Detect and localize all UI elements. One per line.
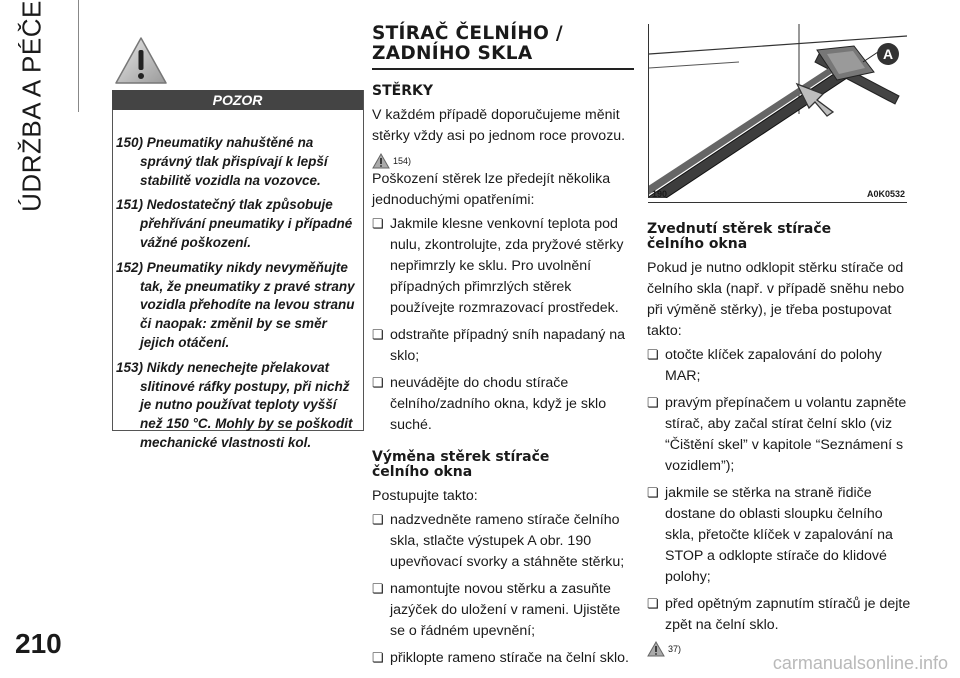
- chapter-side-title: [8, 0, 56, 212]
- chapter-title-text: ÚDRŽBA A PÉČE: [16, 0, 47, 212]
- wiper-figure: [648, 24, 907, 198]
- lift-heading: [647, 222, 915, 252]
- lift-heading-line2: čelního okna: [647, 236, 748, 252]
- watermark: carmanualsonline.info: [772, 653, 948, 673]
- page-number: 210: [15, 628, 62, 659]
- lift-list-item: ❏ pravým přepínačem u volantu zapněte stírač, aby začal stírat čelní sklo (viz “Čištění skel” v kapitole “Seznámení s vozidlem”);: [647, 392, 915, 477]
- lift-list: [647, 344, 915, 636]
- warning-item: 153) Nikdy nenechejte přelakovat slitinové ráfky postupy, při nichž je nutno používat teploty vyšší než 150 °C. Mohly by se poškodit mechanické vlastnosti kol.: [116, 359, 353, 450]
- wiper-illustration: [649, 24, 907, 198]
- lift-heading-line1: Zvednutí stěrek stírače: [647, 221, 832, 237]
- lift-ref-number: 37): [668, 644, 682, 654]
- figure-label-a: A: [877, 43, 899, 65]
- lift-list-item: ❏ jakmile se stěrka na straně řidiče dostane do oblasti sloupku čelního skla, přetočte klíček v zapalování na STOP a odklopte stírače do klidové polohy;: [647, 482, 915, 588]
- side-divider: [78, 0, 79, 112]
- replace-list-item: ❏ nadzvedněte rameno stírače čelního skla, stlačte výstupek A obr. 190 upevňovací svorky a stáhněte stěrku;: [372, 509, 634, 573]
- blades-damage-intro: Poškození stěrek lze předejít několika jednoduchými opatřeními:: [372, 171, 611, 208]
- lift-list-item: ❏ otočte klíček zapalování do polohy MAR;: [647, 344, 915, 387]
- warning-item: 152) Pneumatiky nikdy nevyměňujte tak, že pneumatiky z pravé strany vozidla přehodíte na levou stranu či naopak: změnil by se směr jejich otáčení.: [116, 259, 355, 350]
- replace-heading-line2: čelního okna: [372, 464, 473, 480]
- replace-list-item: ❏ přiklopte rameno stírače na čelní sklo.: [372, 647, 634, 669]
- blades-intro: V každém případě doporučujeme měnit stěrky vždy asi po jednom roce provozu.: [372, 107, 626, 144]
- middle-column: [372, 24, 634, 674]
- title-rule: [372, 68, 634, 70]
- warning-small-icon: [647, 641, 665, 657]
- main-title-line2: ZADNÍHO SKLA: [372, 43, 533, 64]
- warning-small-icon: [372, 153, 390, 169]
- figure-number: 190: [652, 189, 668, 199]
- replace-intro: Postupujte takto:: [372, 488, 478, 504]
- replace-list: [372, 509, 634, 669]
- blades-warning-ref: [372, 153, 634, 169]
- blades-list: [372, 213, 634, 436]
- warning-triangle-icon: [114, 36, 168, 86]
- main-title: [372, 24, 634, 64]
- figure-caption: [648, 189, 907, 203]
- blades-list-item: ❏ Jakmile klesne venkovní teplota pod nulu, zkontrolujte, zda pryžové stěrky nepřimrzly ke sklu. Pro uvolnění případných přimrzlých stěrek používejte rozmrazovací prostředek.: [372, 213, 634, 319]
- right-column: [647, 222, 915, 657]
- figure-code: A0K0532: [866, 189, 905, 199]
- blades-list-item: ❏ neuvádějte do chodu stírače čelního/zadního okna, když je sklo suché.: [372, 372, 634, 436]
- blades-list-item: ❏ odstraňte případný sníh napadaný na sklo;: [372, 324, 634, 367]
- replace-list-item: ❏ namontujte novou stěrku a zasuňte jazýček do uložení v rameni. Ujistěte se o řádném upevnění;: [372, 578, 634, 642]
- blades-heading: STĚRKY: [372, 83, 433, 99]
- warning-list: [116, 134, 362, 459]
- replace-heading-line1: Výměna stěrek stírače: [372, 449, 550, 465]
- blades-ref-number: 154): [393, 156, 412, 166]
- lift-intro: Pokud je nutno odklopit stěrku stírače od čelního skla (např. v případě sněhu nebo při výměně stěrky), je třeba postupovat takto:: [647, 260, 905, 339]
- lift-list-item: ❏ před opětným zapnutím stíračů je dejte zpět na čelní sklo.: [647, 593, 915, 636]
- replace-heading: [372, 450, 634, 480]
- warning-item: 150) Pneumatiky nahuštěné na správný tlak přispívají k lepší stabilitě vozidla na vozovce.: [116, 135, 328, 188]
- warning-item: 151) Nedostatečný tlak způsobuje přehřívání pneumatiky i případné vážné poškození.: [116, 197, 353, 250]
- main-title-line1: STÍRAČ ČELNÍHO /: [372, 23, 563, 44]
- warning-header: POZOR: [112, 90, 363, 110]
